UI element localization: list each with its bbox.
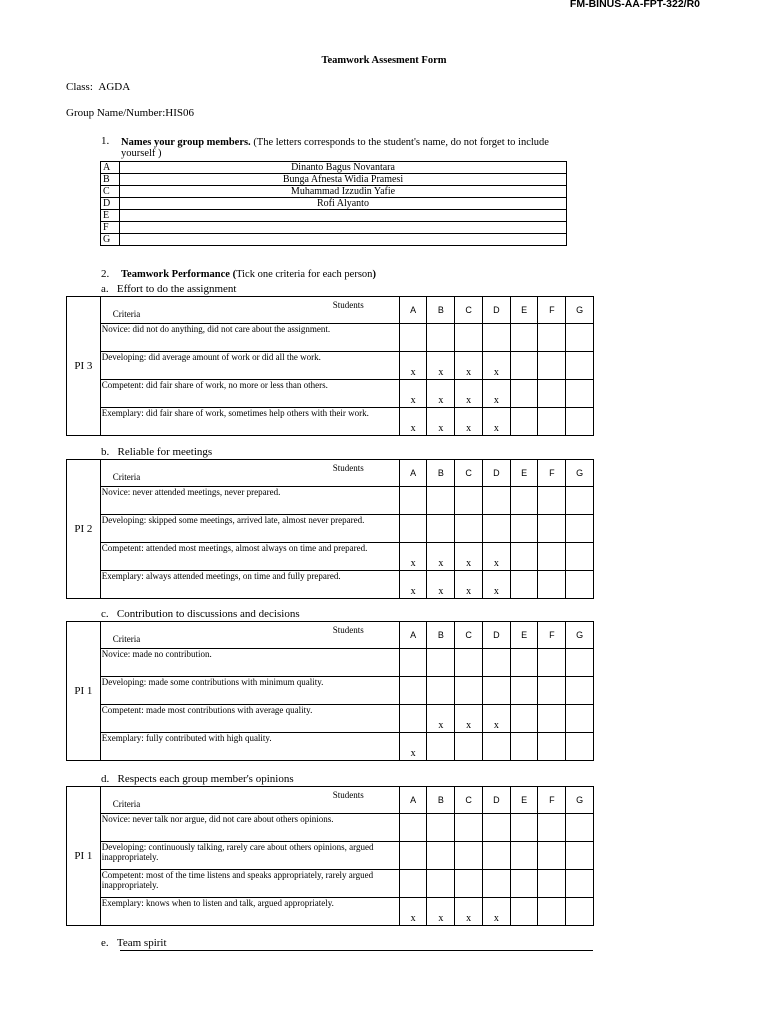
mark-cell[interactable] <box>482 842 510 870</box>
mark-cell[interactable] <box>427 842 455 870</box>
mark-cell[interactable] <box>566 677 594 705</box>
student-column-header: A <box>399 622 427 649</box>
member-letter: B <box>101 174 120 186</box>
part-letter: a. <box>101 283 109 295</box>
mark-cell[interactable] <box>538 380 566 408</box>
criteria-text: Competent: attended most meetings, almost always on time and prepared. <box>100 543 399 571</box>
student-column-header: C <box>455 297 483 324</box>
mark-cell[interactable] <box>399 814 427 842</box>
mark-cell[interactable] <box>510 733 538 761</box>
mark-cell[interactable] <box>482 324 510 352</box>
criteria-header <box>100 787 399 814</box>
document-code: FM-BINUS-AA-FPT-322/R0 <box>569 0 700 10</box>
section-1-note: (The letters corresponds to the student's name, do not forget to include yourself ) <box>121 137 549 159</box>
student-column-header: E <box>510 460 538 487</box>
student-column-header: E <box>510 622 538 649</box>
mark-cell[interactable] <box>510 705 538 733</box>
student-column-header: D <box>482 297 510 324</box>
table-row <box>67 408 594 436</box>
criteria-header <box>100 622 399 649</box>
criteria-text: Competent: did fair share of work, no more or less than others. <box>100 380 399 408</box>
table-header-row <box>67 622 594 649</box>
mark-cell[interactable]: x <box>399 571 427 599</box>
mark-cell[interactable] <box>566 870 594 898</box>
mark-cell[interactable] <box>399 842 427 870</box>
mark-cell[interactable] <box>566 649 594 677</box>
table-row <box>67 324 594 352</box>
table-row <box>101 174 567 186</box>
table-row <box>67 515 594 543</box>
mark-cell[interactable] <box>538 705 566 733</box>
mark-cell[interactable] <box>510 487 538 515</box>
mark-cell[interactable] <box>482 487 510 515</box>
student-column-header: F <box>538 787 566 814</box>
class-label: Class: <box>66 81 93 93</box>
pi-label: PI 1 <box>67 622 101 761</box>
mark-cell[interactable] <box>510 543 538 571</box>
mark-cell[interactable] <box>482 649 510 677</box>
mark-cell[interactable] <box>399 705 427 733</box>
mark-cell[interactable]: x <box>455 408 483 436</box>
students-label: Students <box>332 790 364 800</box>
mark-cell[interactable] <box>566 324 594 352</box>
mark-cell[interactable] <box>427 324 455 352</box>
assessment-table <box>66 459 594 599</box>
student-column-header: G <box>566 622 594 649</box>
mark-cell[interactable] <box>399 515 427 543</box>
group-label: Group Name/Number: <box>66 107 166 119</box>
criteria-text: Exemplary: knows when to listen and talk, argued appropriately. <box>100 898 399 926</box>
mark-cell[interactable] <box>538 814 566 842</box>
part-heading <box>101 608 300 620</box>
mark-cell[interactable] <box>399 677 427 705</box>
criteria-label: Criteria <box>112 309 141 319</box>
mark-cell[interactable] <box>482 733 510 761</box>
table-row <box>67 705 594 733</box>
mark-cell[interactable]: x <box>455 705 483 733</box>
mark-cell[interactable]: x <box>399 380 427 408</box>
form-title: Teamwork Assesment Form <box>321 55 447 66</box>
criteria-label: Criteria <box>112 634 141 644</box>
mark-cell[interactable] <box>566 898 594 926</box>
student-column-header: E <box>510 297 538 324</box>
table-row <box>67 487 594 515</box>
mark-cell[interactable] <box>510 842 538 870</box>
mark-cell[interactable] <box>510 380 538 408</box>
part-title: Reliable for meetings <box>117 446 213 458</box>
mark-cell[interactable] <box>455 842 483 870</box>
students-label: Students <box>332 300 364 310</box>
table-row <box>101 162 567 174</box>
part-letter: e. <box>101 937 109 949</box>
mark-cell[interactable] <box>482 870 510 898</box>
mark-cell[interactable] <box>566 380 594 408</box>
student-column-header: E <box>510 787 538 814</box>
section-1-title: Names your group members. <box>121 137 251 148</box>
criteria-text: Exemplary: always attended meetings, on time and fully prepared. <box>100 571 399 599</box>
mark-cell[interactable] <box>455 870 483 898</box>
member-name: Dinanto Bagus Novantara <box>120 162 567 174</box>
student-column-header: C <box>455 787 483 814</box>
section-2-note: Tick one criteria for each person <box>236 269 373 280</box>
mark-cell[interactable]: x <box>482 898 510 926</box>
criteria-text: Novice: made no contribution. <box>100 649 399 677</box>
student-column-header: B <box>427 460 455 487</box>
criteria-label: Criteria <box>112 799 141 809</box>
mark-cell[interactable] <box>538 842 566 870</box>
table-row <box>67 352 594 380</box>
member-name: Rofi Alyanto <box>120 198 567 210</box>
member-name <box>120 210 567 222</box>
student-column-header: A <box>399 460 427 487</box>
mark-cell[interactable] <box>510 324 538 352</box>
mark-cell[interactable]: x <box>455 352 483 380</box>
section-2-heading <box>121 269 376 280</box>
mark-cell[interactable] <box>427 733 455 761</box>
member-name: Muhammad Izzudin Yafie <box>120 186 567 198</box>
mark-cell[interactable] <box>482 814 510 842</box>
member-name: Bunga Afnesta Widia Pramesi <box>120 174 567 186</box>
table-row <box>101 222 567 234</box>
section-2-close: ) <box>372 269 376 280</box>
table-row <box>67 733 594 761</box>
mark-cell[interactable] <box>399 870 427 898</box>
table-row <box>67 870 594 898</box>
mark-cell[interactable] <box>538 571 566 599</box>
student-column-header: F <box>538 622 566 649</box>
group-line <box>66 107 194 119</box>
criteria-text: Exemplary: did fair share of work, sometimes help others with their work. <box>100 408 399 436</box>
part-e-rule <box>120 950 593 951</box>
student-column-header: B <box>427 297 455 324</box>
part-heading <box>101 446 212 458</box>
table-row <box>67 842 594 870</box>
mark-cell[interactable] <box>566 733 594 761</box>
mark-cell[interactable]: x <box>427 408 455 436</box>
mark-cell[interactable] <box>427 515 455 543</box>
members-table <box>100 161 567 246</box>
member-letter: F <box>101 222 120 234</box>
criteria-text: Competent: most of the time listens and speaks appropriately, rarely argued inappropriately. <box>100 870 399 898</box>
part-letter: d. <box>101 773 110 785</box>
student-column-header: C <box>455 622 483 649</box>
member-letter: E <box>101 210 120 222</box>
table-row <box>67 380 594 408</box>
section-1-heading <box>121 137 571 159</box>
mark-cell[interactable]: x <box>427 543 455 571</box>
criteria-text: Novice: did not do anything, did not care about the assignment. <box>100 324 399 352</box>
mark-cell[interactable] <box>455 677 483 705</box>
mark-cell[interactable]: x <box>399 352 427 380</box>
member-name <box>120 234 567 246</box>
mark-cell[interactable] <box>538 677 566 705</box>
group-value: HIS06 <box>165 107 195 119</box>
section-2-title: Teamwork Performance ( <box>121 269 237 280</box>
mark-cell[interactable]: x <box>399 408 427 436</box>
mark-cell[interactable]: x <box>482 352 510 380</box>
mark-cell[interactable] <box>566 705 594 733</box>
table-row <box>101 198 567 210</box>
class-value: AGDA <box>98 81 131 93</box>
mark-cell[interactable] <box>510 870 538 898</box>
member-letter: G <box>101 234 120 246</box>
mark-cell[interactable] <box>566 814 594 842</box>
student-column-header: B <box>427 622 455 649</box>
part-heading <box>101 773 294 785</box>
mark-cell[interactable] <box>538 733 566 761</box>
mark-cell[interactable]: x <box>427 571 455 599</box>
mark-cell[interactable] <box>427 870 455 898</box>
mark-cell[interactable] <box>538 324 566 352</box>
mark-cell[interactable] <box>510 408 538 436</box>
mark-cell[interactable] <box>455 487 483 515</box>
mark-cell[interactable] <box>566 571 594 599</box>
mark-cell[interactable]: x <box>399 543 427 571</box>
mark-cell[interactable] <box>427 677 455 705</box>
mark-cell[interactable]: x <box>427 705 455 733</box>
mark-cell[interactable] <box>510 515 538 543</box>
student-column-header: B <box>427 787 455 814</box>
student-column-header: F <box>538 460 566 487</box>
assessment-table <box>66 296 594 436</box>
mark-cell[interactable] <box>510 649 538 677</box>
part-title: Effort to do the assignment <box>116 283 237 295</box>
part-letter: c. <box>101 608 109 620</box>
student-column-header: A <box>399 787 427 814</box>
table-row <box>101 234 567 246</box>
mark-cell[interactable]: x <box>455 543 483 571</box>
mark-cell[interactable] <box>566 487 594 515</box>
mark-cell[interactable] <box>538 487 566 515</box>
class-line <box>66 81 130 93</box>
mark-cell[interactable]: x <box>482 571 510 599</box>
mark-cell[interactable] <box>427 487 455 515</box>
table-row <box>101 186 567 198</box>
part-title: Respects each group member's opinions <box>117 773 294 785</box>
mark-cell[interactable]: x <box>482 705 510 733</box>
mark-cell[interactable] <box>510 677 538 705</box>
mark-cell[interactable] <box>455 814 483 842</box>
member-letter: C <box>101 186 120 198</box>
student-column-header: G <box>566 297 594 324</box>
criteria-text: Developing: skipped some meetings, arrived late, almost never prepared. <box>100 515 399 543</box>
mark-cell[interactable]: x <box>455 571 483 599</box>
section-1-number: 1. <box>101 135 110 147</box>
mark-cell[interactable] <box>482 515 510 543</box>
criteria-header <box>100 297 399 324</box>
table-row <box>67 649 594 677</box>
students-label: Students <box>332 463 364 473</box>
student-column-header: G <box>566 460 594 487</box>
mark-cell[interactable] <box>538 649 566 677</box>
table-row <box>67 677 594 705</box>
mark-cell[interactable]: x <box>427 380 455 408</box>
member-letter: D <box>101 198 120 210</box>
part-title: Contribution to discussions and decisions <box>116 608 300 620</box>
mark-cell[interactable] <box>538 898 566 926</box>
mark-cell[interactable] <box>538 352 566 380</box>
criteria-label: Criteria <box>112 472 141 482</box>
student-column-header: C <box>455 460 483 487</box>
students-label: Students <box>332 625 364 635</box>
mark-cell[interactable] <box>538 870 566 898</box>
student-column-header: D <box>482 787 510 814</box>
pi-label: PI 3 <box>67 297 101 436</box>
criteria-text: Competent: made most contributions with average quality. <box>100 705 399 733</box>
student-column-header: G <box>566 787 594 814</box>
mark-cell[interactable] <box>566 352 594 380</box>
part-letter: b. <box>101 446 110 458</box>
criteria-header <box>100 460 399 487</box>
criteria-text: Developing: did average amount of work or did all the work. <box>100 352 399 380</box>
mark-cell[interactable] <box>566 842 594 870</box>
table-row <box>67 814 594 842</box>
mark-cell[interactable] <box>538 515 566 543</box>
assessment-table <box>66 786 594 926</box>
table-row <box>101 210 567 222</box>
table-header-row <box>67 297 594 324</box>
mark-cell[interactable] <box>510 898 538 926</box>
mark-cell[interactable] <box>455 324 483 352</box>
mark-cell[interactable] <box>427 649 455 677</box>
table-header-row <box>67 787 594 814</box>
mark-cell[interactable] <box>566 515 594 543</box>
mark-cell[interactable] <box>510 352 538 380</box>
criteria-text: Developing: continuously talking, rarely care about others opinions, argued inappropriately. <box>100 842 399 870</box>
mark-cell[interactable] <box>538 408 566 436</box>
mark-cell[interactable] <box>510 571 538 599</box>
assessment-table <box>66 621 594 761</box>
pi-label: PI 1 <box>67 787 101 926</box>
student-column-header: D <box>482 460 510 487</box>
mark-cell[interactable] <box>455 733 483 761</box>
mark-cell[interactable]: x <box>455 380 483 408</box>
mark-cell[interactable]: x <box>427 352 455 380</box>
student-column-header: A <box>399 297 427 324</box>
mark-cell[interactable] <box>482 677 510 705</box>
mark-cell[interactable] <box>399 324 427 352</box>
member-letter: A <box>101 162 120 174</box>
table-row <box>67 898 594 926</box>
student-column-header: F <box>538 297 566 324</box>
part-title: Team spirit <box>116 937 167 949</box>
mark-cell[interactable]: x <box>427 898 455 926</box>
mark-cell[interactable]: x <box>399 733 427 761</box>
student-column-header: D <box>482 622 510 649</box>
part-heading <box>101 283 236 295</box>
mark-cell[interactable]: x <box>482 408 510 436</box>
member-name <box>120 222 567 234</box>
table-row <box>67 543 594 571</box>
mark-cell[interactable] <box>455 515 483 543</box>
criteria-text: Exemplary: fully contributed with high quality. <box>100 733 399 761</box>
mark-cell[interactable] <box>510 814 538 842</box>
mark-cell[interactable] <box>538 543 566 571</box>
criteria-text: Novice: never attended meetings, never prepared. <box>100 487 399 515</box>
criteria-text: Developing: made some contributions with minimum quality. <box>100 677 399 705</box>
mark-cell[interactable] <box>566 543 594 571</box>
mark-cell[interactable] <box>399 649 427 677</box>
criteria-text: Novice: never talk nor argue, did not care about others opinions. <box>100 814 399 842</box>
mark-cell[interactable] <box>455 649 483 677</box>
mark-cell[interactable]: x <box>455 898 483 926</box>
table-row <box>67 571 594 599</box>
mark-cell[interactable] <box>566 408 594 436</box>
pi-label: PI 2 <box>67 460 101 599</box>
section-2-number: 2. <box>101 268 110 280</box>
mark-cell[interactable]: x <box>399 898 427 926</box>
mark-cell[interactable]: x <box>482 543 510 571</box>
mark-cell[interactable] <box>399 487 427 515</box>
mark-cell[interactable] <box>427 814 455 842</box>
part-e-heading <box>101 937 167 949</box>
table-header-row <box>67 460 594 487</box>
mark-cell[interactable]: x <box>482 380 510 408</box>
